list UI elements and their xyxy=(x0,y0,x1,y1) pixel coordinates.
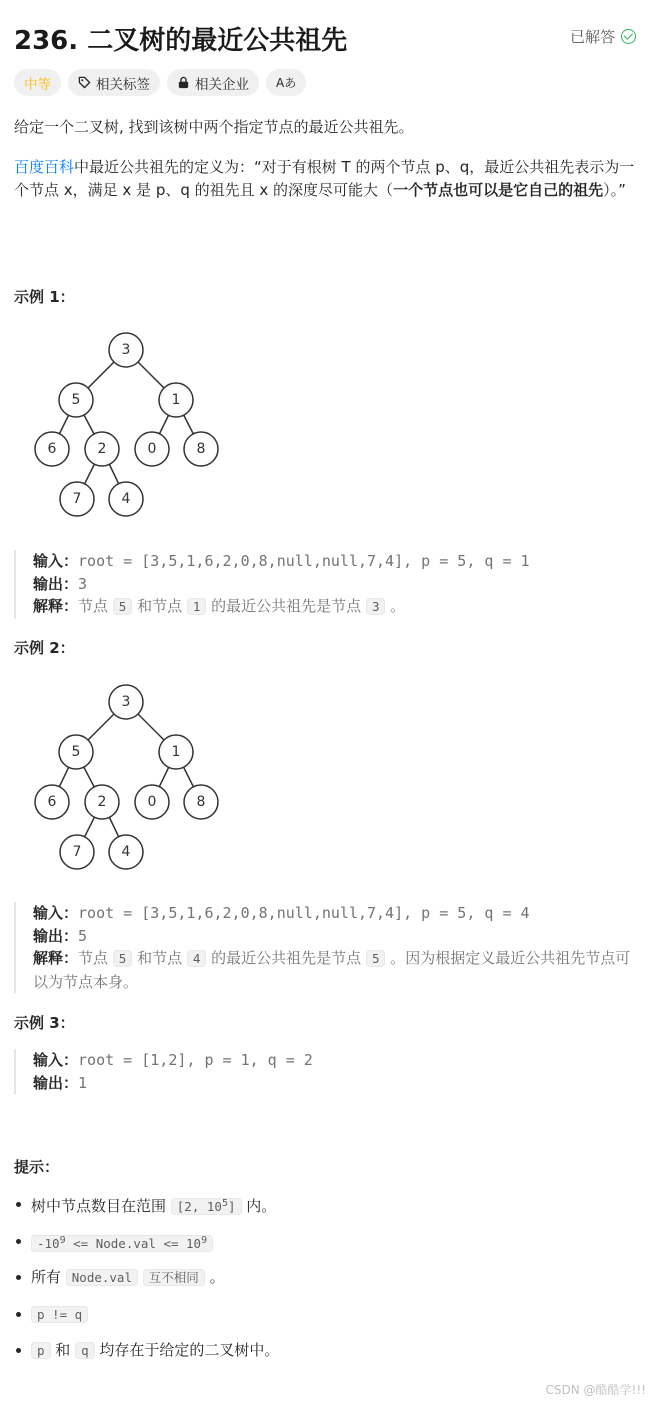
svg-text:4: 4 xyxy=(121,491,131,507)
example-1-output-line: 输出：3 xyxy=(33,574,88,593)
example-3-title: 示例 3： xyxy=(14,1014,75,1032)
check-circle-icon xyxy=(621,29,636,44)
example-2-title: 示例 2： xyxy=(14,639,75,657)
tree-node xyxy=(159,735,193,769)
tree-node xyxy=(59,383,93,417)
example-1-tree-diagram xyxy=(28,328,228,520)
svg-text:5: 5 xyxy=(71,392,81,408)
tree-node xyxy=(60,835,94,869)
tree-node xyxy=(85,432,119,466)
tree-node xyxy=(60,482,94,516)
translate-button[interactable] xyxy=(266,69,306,96)
example-3-output-line: 输出：1 xyxy=(33,1073,88,1092)
svg-text:1: 1 xyxy=(171,392,181,408)
tree-node xyxy=(109,685,143,719)
tree-node xyxy=(109,835,143,869)
translate-icon: Aあ xyxy=(276,76,297,90)
svg-text:6: 6 xyxy=(47,794,57,810)
lca-definition: 百度百科中最近公共祖先的定义为：“对于有根树 T 的两个节点 p、q，最近公共祖先表示为一个节点 x，满足 x 是 p、q 的祖先且 x 的深度尽可能大（一个节点也可以是它自己的祖先）。” xyxy=(14,158,635,199)
example-1-io-block xyxy=(14,550,638,619)
tree-node xyxy=(59,735,93,769)
hint-item: 所有 Node.val 互不相同 。 xyxy=(14,1265,638,1302)
tree-node xyxy=(35,785,69,819)
hint-item: p 和 q 均存在于给定的二叉树中。 xyxy=(14,1338,638,1375)
hints-list xyxy=(14,1192,638,1375)
tree-node xyxy=(85,785,119,819)
tree-node xyxy=(135,785,169,819)
svg-text:3: 3 xyxy=(121,694,131,710)
hint-item: $-10^9$ <= Node.val <= $10^9$ xyxy=(14,1229,638,1266)
tree-node xyxy=(35,432,69,466)
lock-icon xyxy=(177,76,190,89)
svg-text:0: 0 xyxy=(147,794,157,810)
hint-item: p != q xyxy=(14,1302,638,1339)
example-3-input-line: 输入：root = [1,2], p = 1, q = 2 xyxy=(33,1051,313,1069)
svg-text:0: 0 xyxy=(147,441,157,457)
tree-node xyxy=(184,432,218,466)
hint-item: 树中节点数目在范围 [2, $10^5$] 内。 xyxy=(14,1192,638,1229)
tag-icon xyxy=(78,76,91,89)
example-3-io-block xyxy=(14,1049,638,1094)
tree-node xyxy=(159,383,193,417)
example-2-input-line: 输入：root = [3,5,1,6,2,0,8,null,null,7,4], p = 5, q = 4 xyxy=(33,904,530,922)
related-companies-button[interactable]: 相关企业 xyxy=(167,69,259,96)
tree-node xyxy=(184,785,218,819)
svg-text:6: 6 xyxy=(47,441,57,457)
problem-header xyxy=(14,18,636,58)
svg-text:8: 8 xyxy=(196,794,206,810)
example-1-explain-line: 解释：节点 5 和节点 1 的最近公共祖先是节点 3 。 xyxy=(33,597,406,615)
problem-title[interactable]: 236. 二叉树的最近公共祖先 xyxy=(14,26,348,56)
tree-node xyxy=(109,482,143,516)
tree-node xyxy=(135,432,169,466)
example-2-io-block xyxy=(14,902,638,993)
tree-node xyxy=(109,333,143,367)
example-2-output-line: 输出：5 xyxy=(33,926,88,945)
difficulty-tag[interactable]: 中等 xyxy=(14,69,61,96)
hints-title: 提示： xyxy=(14,1158,60,1176)
related-tags-button[interactable]: 相关标签 xyxy=(68,69,160,96)
svg-text:2: 2 xyxy=(97,441,107,457)
baidu-baike-link[interactable]: 百度百科 xyxy=(14,158,75,176)
example-1-title: 示例 1： xyxy=(14,288,75,306)
svg-text:3: 3 xyxy=(121,342,131,358)
problem-description: 给定一个二叉树, 找到该树中两个指定节点的最近公共祖先。 xyxy=(14,118,414,136)
svg-text:8: 8 xyxy=(196,441,206,457)
solved-label: 已解答 xyxy=(569,28,615,46)
example-2-tree-diagram xyxy=(28,680,228,872)
tag-bar xyxy=(14,69,306,96)
svg-text:2: 2 xyxy=(97,794,107,810)
svg-text:4: 4 xyxy=(121,844,131,860)
csdn-watermark: CSDN @酷酷学!!! xyxy=(545,1383,646,1397)
example-1-input-line: 输入：root = [3,5,1,6,2,0,8,null,null,7,4], p = 5, q = 1 xyxy=(33,552,530,570)
svg-text:1: 1 xyxy=(171,744,181,760)
solved-status xyxy=(570,26,636,47)
example-2-explain-line: 解释：节点 5 和节点 4 的最近公共祖先是节点 5 。因为根据定义最近公共祖先节点可以为节点本身。 xyxy=(33,949,631,991)
svg-text:7: 7 xyxy=(72,491,82,507)
svg-text:5: 5 xyxy=(71,744,81,760)
svg-text:7: 7 xyxy=(72,844,82,860)
